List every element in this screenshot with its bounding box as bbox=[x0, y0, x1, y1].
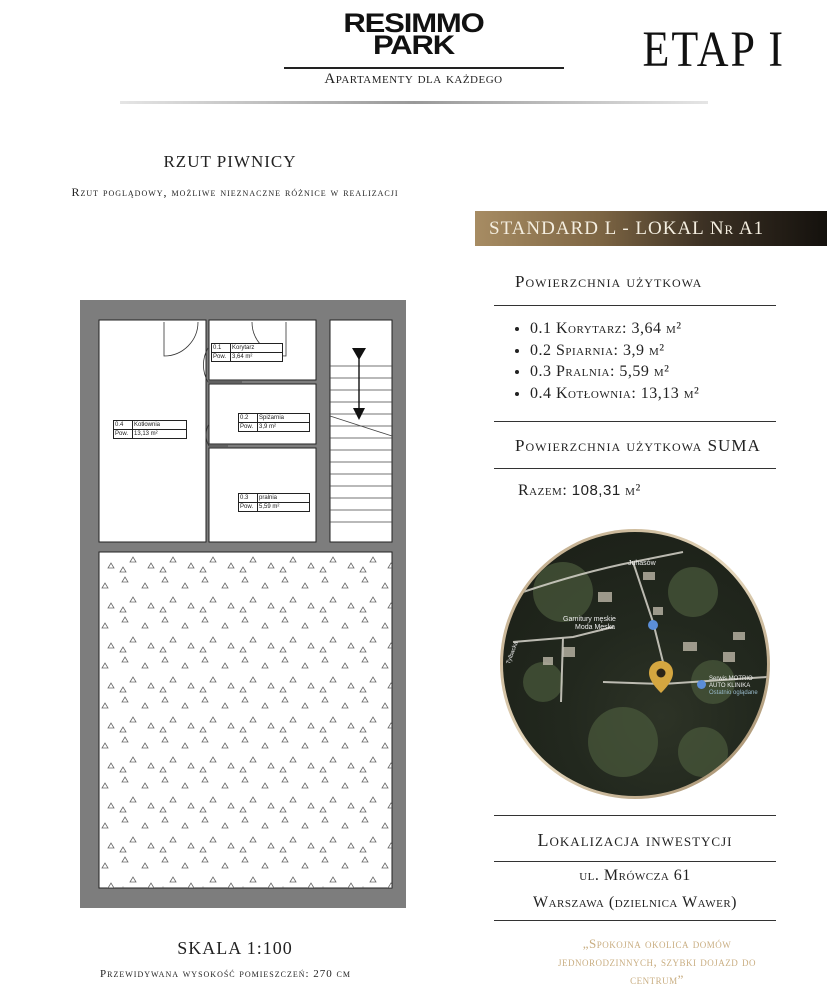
room-label-pralnia: 0.3 pralnia Pow. 5,59 m² bbox=[238, 493, 310, 512]
area-list bbox=[512, 318, 699, 404]
location-map[interactable] bbox=[500, 529, 770, 799]
location-city: Warszawa (dzielnica Wawer) bbox=[532, 894, 737, 911]
map-label: Serwis MOTRIO AUTO KLINIKA Ostatnio oglądane bbox=[709, 676, 758, 696]
list-item: • 0.1 Korytarz: 3,64 m² bbox=[530, 318, 699, 340]
divider bbox=[494, 815, 776, 816]
header-divider bbox=[120, 101, 708, 104]
divider bbox=[494, 861, 776, 862]
satellite-map bbox=[503, 532, 767, 796]
usable-area-title: Powierzchnia użytkowa bbox=[515, 272, 703, 291]
logo-line-2: PARK bbox=[372, 30, 455, 60]
total-area: Razem: 108,31 m² bbox=[518, 482, 641, 499]
floor-plan bbox=[76, 296, 410, 912]
logo-line-1: RESIMMO bbox=[343, 8, 484, 38]
location-title: Lokalizacja inwestycji bbox=[537, 830, 733, 850]
divider bbox=[494, 421, 776, 422]
room-label-spizarnia: 0.2 Spiżarnia Pow. 3,9 m² bbox=[238, 413, 310, 432]
tagline: Apartamenty dla każdego bbox=[324, 71, 503, 87]
map-label: Garnitury męskie Moda Męska bbox=[563, 616, 616, 631]
map-label: Tylbacka bbox=[505, 640, 520, 666]
location-quote: „Spokojna okolica domów jednorodzinnych, szybki dojazd do centrum” bbox=[558, 936, 756, 987]
usable-sum-title: Powierzchnia użytkowa SUMA bbox=[515, 436, 761, 455]
plan-subtitle: Rzut poglądowy, możliwe nieznaczne różnice w realizacji bbox=[71, 185, 399, 199]
unit-banner: STANDARD L - LOKAL Nr A1 bbox=[475, 211, 827, 246]
divider bbox=[494, 305, 776, 306]
plan-title: RZUT PIWNICY bbox=[163, 152, 297, 171]
list-item: • 0.4 Kotłownia: 13,13 m² bbox=[530, 383, 699, 405]
room-label-kotlownia: 0.4 Kotłownia Pow. 13,13 m² bbox=[113, 420, 187, 439]
room-label-korytarz: 0.1 Korytarz Pow. 3,64 m² bbox=[211, 343, 283, 362]
stage-title: ETAP I bbox=[642, 21, 785, 78]
divider bbox=[494, 920, 776, 921]
divider bbox=[494, 468, 776, 469]
map-label: Juhasów bbox=[628, 560, 656, 567]
height-note: Przewidywana wysokość pomieszczeń: 270 cm bbox=[100, 968, 352, 980]
location-marker-icon[interactable] bbox=[648, 660, 674, 694]
shop-pin-icon[interactable] bbox=[648, 620, 658, 630]
scale-label: SKALA 1:100 bbox=[177, 938, 293, 958]
list-item: • 0.2 Spiarnia: 3,9 m² bbox=[530, 340, 699, 362]
location-street: ul. Mrówcza 61 bbox=[579, 867, 691, 884]
list-item: • 0.3 Pralnia: 5,59 m² bbox=[530, 361, 699, 383]
logo-divider bbox=[284, 67, 564, 69]
service-pin-icon[interactable] bbox=[697, 680, 706, 689]
